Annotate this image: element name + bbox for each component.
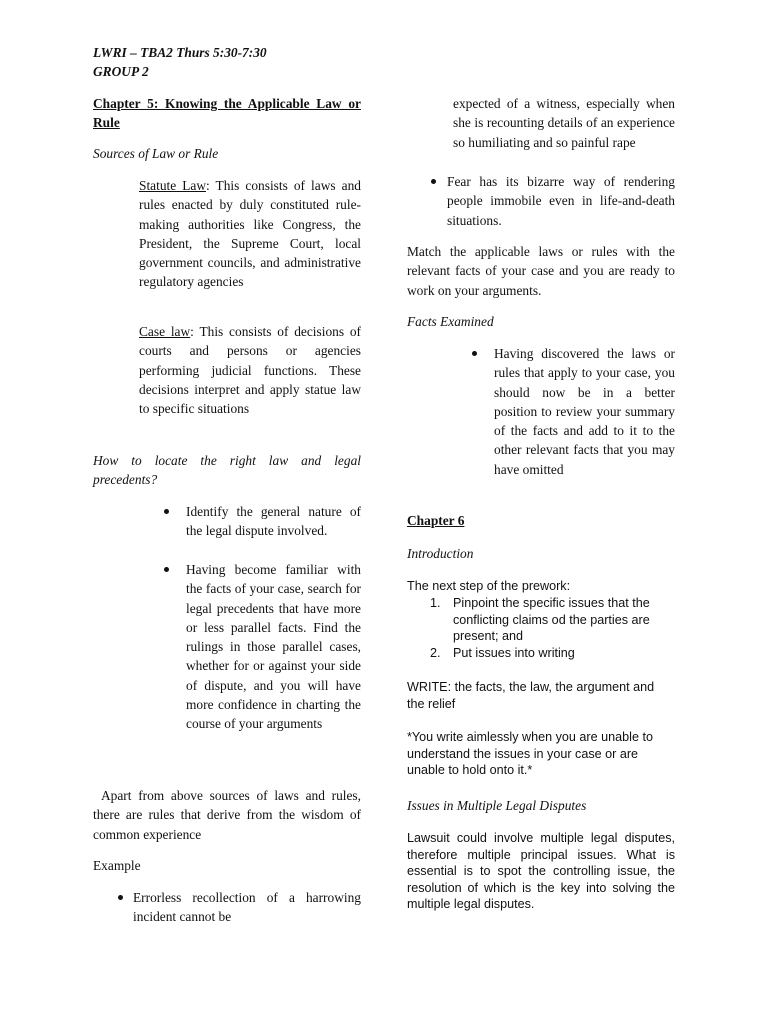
bullet-dot [164,567,169,572]
header-group: GROUP 2 [93,64,149,79]
aimless-text: *You write aimlessly when you are unable to understand the issues in your case or are unable to hold onto it.* [407,730,653,778]
locate-heading: How to locate the right law and legal precedents? [93,453,361,488]
example-bullet: Errorless recollection of a harrowing incident cannot be [133,890,361,925]
statute-law-paragraph [139,176,361,292]
facts-heading: Facts Examined [407,314,494,329]
chapter6-title: Chapter 6 [407,513,465,528]
intro-heading: Introduction [407,546,474,561]
case-law-text: : This consists of decisions of courts and persons or agencies performing judicial functions. These decisions interpret and apply statue law to specific situations [139,324,362,417]
example-label: Example [93,858,141,873]
case-law-paragraph [139,322,361,418]
apart-paragraph: Apart from above sources of laws and rules, there are rules that derive from the wisdom of common experience [93,788,361,842]
write-text: WRITE: the facts, the law, the argument and the relief [407,680,655,711]
locate-bullet-2: Having become familiar with the facts of your case, search for legal precedents that have more or less parallel facts. Find the rulings in those parallel cases, whether for or against your side of dispute, and you will have more confidence in charting the course of your arguments [186,562,361,732]
step-1-number: 1. [430,596,441,610]
bullet-dot [431,179,436,184]
match-paragraph: Match the applicable laws or rules with the relevant facts of your case and you are ready to work on your arguments. [407,244,675,298]
step-2-number: 2. [430,646,441,660]
locate-bullet-1: Identify the general nature of the legal dispute involved. [186,504,361,539]
facts-bullet: Having discovered the laws or rules that apply to your case, you should now be in a better position to review your summary of the facts and add to it to the other relevant facts that you may have omitted [494,346,675,477]
sources-heading: Sources of Law or Rule [93,146,219,161]
case-law-term: Case law [139,324,191,339]
statute-law-text: : This consists of laws and rules enacted by duly constituted rule-making authorities like Congress, the President, the Supreme Court, local government councils, and administrative regulatory agencies [139,178,361,290]
fear-bullet-text: Fear has its bizarre way of rendering people immobile even in life-and-death situations. [447,174,675,228]
step-2-text: Put issues into writing [453,646,575,660]
bullet-dot [164,509,169,514]
fear-bullet [447,172,675,230]
step-1-text: Pinpoint the specific issues that the conflicting claims od the parties are present; and [453,596,650,644]
header-course: LWRI – TBA2 Thurs 5:30-7:30 [93,45,267,60]
issues-heading: Issues in Multiple Legal Disputes [407,798,587,813]
bullet-dot [472,351,477,356]
statute-law-term: Statute Law [139,178,207,193]
next-step-text: The next step of the prework: [407,579,571,593]
continued-bullet-text: expected of a witness, especially when she is recounting details of an experience so humiliating and so painful rape [453,96,675,150]
chapter5-title: Chapter 5: Knowing the Applicable Law or Rule [93,96,361,131]
lawsuit-paragraph: Lawsuit could involve multiple legal disputes, therefore multiple principal issues. What is essential is to spot the controlling issue, the resolution of which is the key into solving the multiple legal disputes. [407,831,675,912]
bullet-dot [118,895,123,900]
